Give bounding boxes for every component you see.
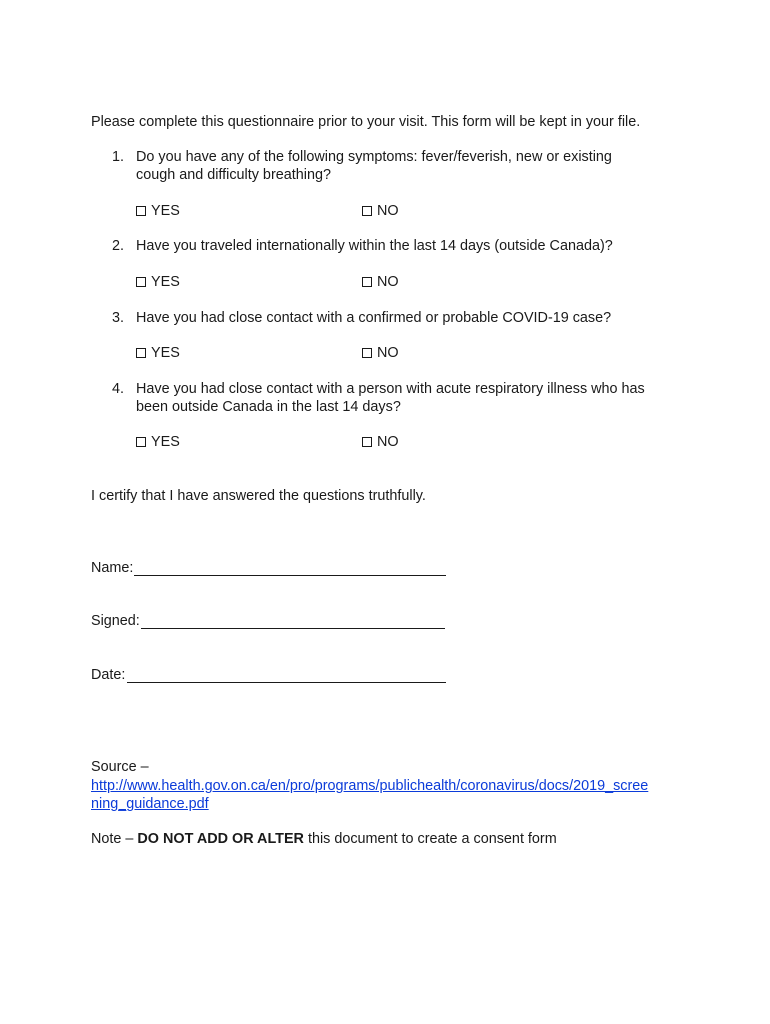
question-2-yes-option[interactable]	[136, 273, 180, 291]
no-label: NO	[377, 274, 399, 290]
note-prefix: Note –	[91, 831, 138, 847]
question-1-text-line-2: cough and difficulty breathing?	[136, 167, 331, 183]
signed-label: Signed:	[91, 613, 140, 629]
name-label: Name:	[91, 560, 134, 576]
checkbox-icon[interactable]	[362, 348, 372, 358]
no-label: NO	[377, 345, 399, 361]
question-1-yes-option[interactable]	[136, 202, 180, 220]
yes-label: YES	[151, 434, 180, 450]
note-suffix: this document to create a consent form	[303, 831, 557, 847]
no-label: NO	[377, 434, 399, 450]
source-link-line-2[interactable]: ning_guidance.pdf	[91, 796, 209, 812]
note-line	[91, 830, 557, 848]
checkbox-icon[interactable]	[362, 277, 372, 287]
question-4-number: 4.	[112, 381, 125, 397]
intro-text: Please complete this questionnaire prior to your visit. This form will be kept in your file.	[91, 114, 641, 130]
yes-label: YES	[151, 345, 180, 361]
source-label: Source –	[91, 759, 149, 775]
question-2-text: Have you traveled internationally within the last 14 days (outside Canada)?	[136, 238, 613, 254]
checkbox-icon[interactable]	[362, 206, 372, 216]
question-4-yes-option[interactable]	[136, 433, 180, 451]
checkbox-icon[interactable]	[136, 437, 146, 447]
question-1-number: 1.	[112, 149, 125, 165]
name-field[interactable]	[134, 575, 446, 576]
date-field[interactable]	[127, 682, 446, 683]
question-3-number: 3.	[112, 310, 125, 326]
source-link-line-1[interactable]: http://www.health.gov.on.ca/en/pro/programs/publichealth/coronavirus/docs/2019_scree	[91, 778, 649, 794]
question-2-number: 2.	[112, 238, 125, 254]
question-3-yes-option[interactable]	[136, 344, 180, 362]
question-3-text: Have you had close contact with a confirmed or probable COVID-19 case?	[136, 310, 612, 326]
question-3-no-option[interactable]	[362, 344, 399, 362]
question-4-no-option[interactable]	[362, 433, 399, 451]
question-4-text-line-2: been outside Canada in the last 14 days?	[136, 399, 401, 415]
question-1-no-option[interactable]	[362, 202, 399, 220]
yes-label: YES	[151, 274, 180, 290]
checkbox-icon[interactable]	[362, 437, 372, 447]
question-1-text-line-1: Do you have any of the following symptoms: fever/feverish, new or existing	[136, 149, 612, 165]
yes-label: YES	[151, 203, 180, 219]
checkbox-icon[interactable]	[136, 206, 146, 216]
question-4-text-line-1: Have you had close contact with a person with acute respiratory illness who has	[136, 381, 645, 397]
checkbox-icon[interactable]	[136, 277, 146, 287]
signature-field[interactable]	[141, 628, 445, 629]
certify-statement: I certify that I have answered the questions truthfully.	[91, 488, 426, 504]
question-2-no-option[interactable]	[362, 273, 399, 291]
note-emphasis: DO NOT ADD OR ALTER	[137, 831, 304, 847]
date-label: Date:	[91, 667, 126, 683]
no-label: NO	[377, 203, 399, 219]
checkbox-icon[interactable]	[136, 348, 146, 358]
